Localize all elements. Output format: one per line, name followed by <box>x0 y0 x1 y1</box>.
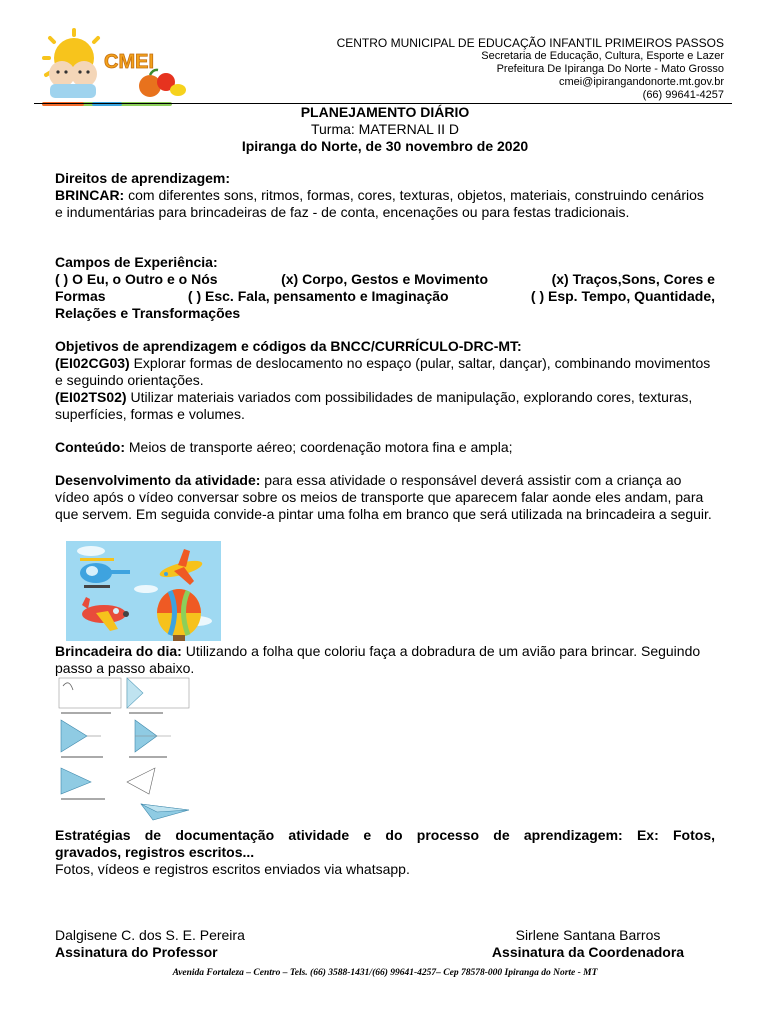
estrategias-text: Fotos, vídeos e registros escritos enviados via whatsapp. <box>55 861 410 877</box>
campo-espacos: ( ) Esp. Tempo, Quantidade, <box>530 288 715 304</box>
section-campos <box>55 254 715 322</box>
page-title: PLANEJAMENTO DIÁRIO <box>300 104 470 120</box>
institution-info <box>337 37 724 102</box>
svg-text:CMEI: CMEI <box>104 51 154 73</box>
direitos-label: BRINCAR: <box>55 187 125 203</box>
campos-line-3: Relações e Transformações <box>55 305 241 321</box>
brincadeira-text: Utilizando a folha que coloriu faça a dobradura de um avião para brincar. Seguindo passo a passo abaixo. <box>55 643 701 676</box>
conteudo-label: Conteúdo: <box>55 439 125 455</box>
brincadeira-label: Brincadeira do dia: <box>55 643 182 659</box>
section-conteudo <box>55 439 715 456</box>
section-desenvolvimento <box>55 472 715 523</box>
prefecture-line: Prefeitura De Ipiranga Do Norte - Mato Grosso <box>496 63 724 75</box>
class-line: Turma: MATERNAL II D <box>310 121 460 137</box>
objetivo-text: Utilizar materiais variados com possibilidades de manipulação, explorando cores, texturas, superfícies, formas e volumes. <box>55 389 693 422</box>
campo-eu-outro: ( ) O Eu, o Outro e o Nós <box>55 271 218 287</box>
section-estrategias <box>55 827 715 878</box>
title-block <box>0 104 770 155</box>
estrategias-heading: Estratégias de documentação atividade e do processo de aprendizagem: Ex: Fotos, <box>55 827 715 843</box>
school-logo <box>32 28 192 110</box>
secretariat-line: Secretaria de Educação, Cultura, Esporte e Lazer <box>481 50 724 62</box>
direitos-heading: Direitos de aprendizagem: <box>55 170 231 186</box>
direitos-body: com diferentes sons, ritmos, formas, cores, texturas, objetos, materiais, construindo cenários e indumentárias para brincadeiras de faz - de conta, encenações ou para festas tradicionais. <box>55 187 704 220</box>
campo-corpo: (x) Corpo, Gestos e Movimento <box>281 271 489 287</box>
coordinator-role: Assinatura da Coordenadora <box>491 944 685 960</box>
campos-line-2 <box>55 288 715 305</box>
objetivos-heading: Objetivos de aprendizagem e códigos da BNCC/CURRÍCULO-DRC-MT: <box>55 338 522 354</box>
objetivo-item <box>55 389 715 423</box>
estrategias-heading-2: gravados, registros escritos... <box>55 844 255 860</box>
campo-formas: Formas <box>55 288 106 304</box>
section-objetivos <box>55 338 715 423</box>
professor-role: Assinatura do Professor <box>55 944 218 960</box>
conteudo-text: Meios de transporte aéreo; coordenação motora fina e ampla; <box>124 439 513 455</box>
institution-name: CENTRO MUNICIPAL DE EDUCAÇÃO INFANTIL PRIMEIROS PASSOS <box>336 36 724 50</box>
section-direitos <box>55 170 715 221</box>
professor-name: Dalgisene C. dos S. E. Pereira <box>55 927 245 943</box>
email-line: cmei@ipirangandonorte.mt.gov.br <box>558 76 724 88</box>
desenvolvimento-text: para essa atividade o responsável deverá assistir com a criança ao vídeo após o vídeo conversar sobre os meios de transporte que aparecem falar aonde eles andam, para que servem. Em seguida convide-a pintar uma folha em branco que será utilizada na brincadeira a seguir. <box>55 472 712 522</box>
page-footer: Avenida Fortaleza – Centro – Tels. (66) 3588-1431/(66) 99641-4257– Cep 78578-000 Ipiranga do Norte - MT <box>172 968 598 978</box>
campos-heading: Campos de Experiência: <box>55 254 218 270</box>
desenvolvimento-label: Desenvolvimento da atividade: <box>55 472 261 488</box>
section-brincadeira <box>55 643 715 677</box>
paper-plane-steps-illustration <box>57 676 192 821</box>
campo-escuta: ( ) Esc. Fala, pensamento e Imaginação <box>187 288 449 304</box>
objetivo-code: (EI02TS02) <box>55 389 127 405</box>
objetivo-item <box>55 355 715 389</box>
campo-tracos: (x) Traços,Sons, Cores e <box>551 271 715 287</box>
signature-professor <box>55 927 245 961</box>
campos-line-1 <box>55 271 715 288</box>
direitos-text <box>55 187 715 221</box>
coordinator-name: Sirlene Santana Barros <box>515 927 661 943</box>
air-transport-illustration <box>66 541 221 641</box>
signature-coordinator <box>482 927 694 961</box>
date-line: Ipiranga do Norte, de 30 novembro de 2020 <box>241 138 529 154</box>
phone-line: (66) 99641-4257 <box>642 89 724 101</box>
objetivo-code: (EI02CG03) <box>55 355 130 371</box>
objetivo-text: Explorar formas de deslocamento no espaço (pular, saltar, dançar), combinando movimentos e seguindo orientações. <box>55 355 711 388</box>
